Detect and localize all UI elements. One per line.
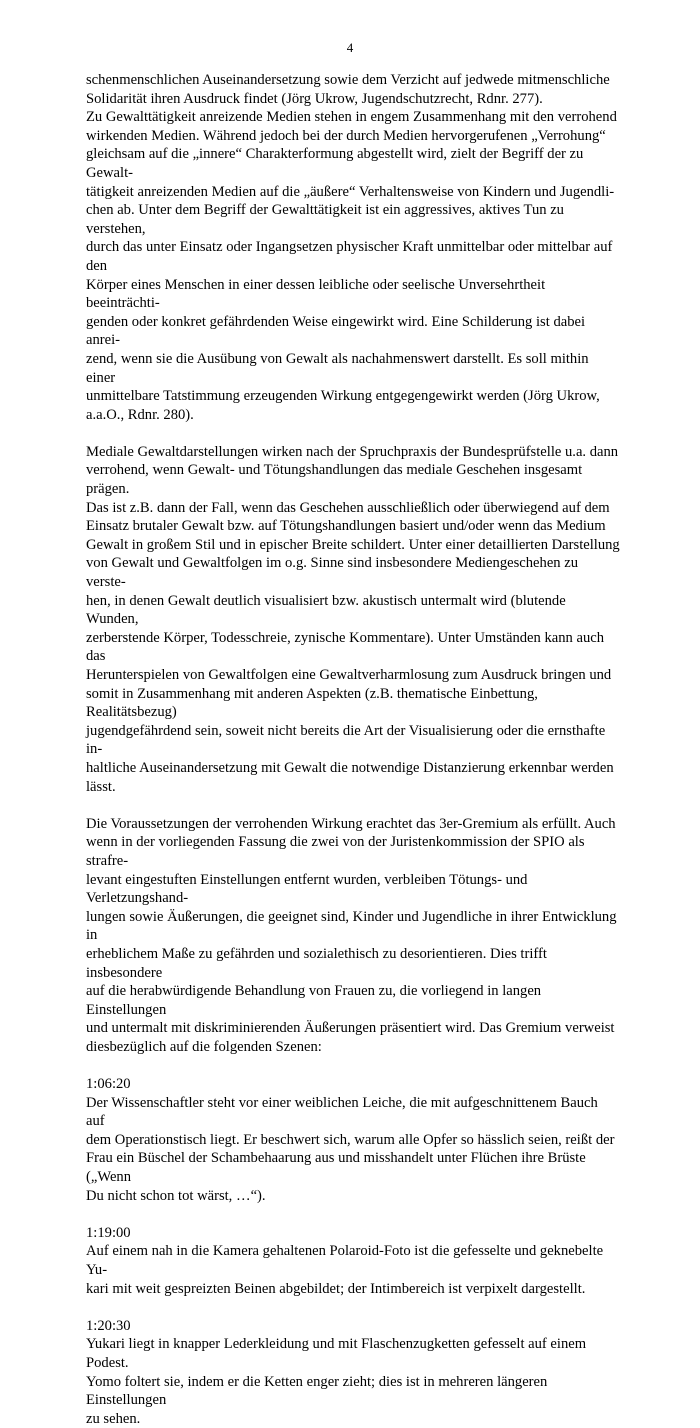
text-line: Frau ein Büschel der Schambehaarung aus und misshandelt unter Flüchen ihre Brüste („Wenn — [86, 1150, 586, 1186]
text-line: Herunterspielen von Gewaltfolgen eine Gewaltverharmlosung zum Ausdruck bringen und — [86, 667, 612, 683]
text-line: Du nicht schon tot wärst, …“). — [86, 1187, 266, 1204]
paragraph-jugendschutz — [86, 71, 620, 424]
text-line: genden oder konkret gefährdenden Weise eingewirkt wird. Eine Schilderung ist dabei anrei- — [86, 313, 586, 349]
text-line: levant eingestuften Einstellungen entfernt wurden, verbleiben Tötungs- und Verletzungshand- — [86, 871, 528, 907]
paragraph-mediale-gewalt — [86, 443, 620, 796]
text-line: Yukari liegt in knapper Lederkleidung und mit Flaschenzugketten gefesselt auf einem Podest. — [86, 1336, 587, 1371]
text-line: Yomo foltert sie, indem er die Ketten enger zieht; dies ist in mehreren längeren Einstellungen — [86, 1373, 548, 1409]
text-line: haltliche Auseinandersetzung mit Gewalt die notwendige Distanzierung erkennbar werden — [86, 759, 614, 776]
text-line: jugendgefährdend sein, soweit nicht bereits die Art der Visualisierung oder die ernsthafte in- — [86, 722, 606, 758]
text-line: dem Operationstisch liegt. Er beschwert sich, warum alle Opfer so hässlich seien, reißt der — [86, 1131, 615, 1148]
text-line: Auf einem nah in die Kamera gehaltenen Polaroid-Foto ist die gefesselte und geknebelte Yu- — [86, 1243, 604, 1278]
text-line: a.a.O., Rdnr. 280). — [86, 406, 194, 423]
text-line: auf die herabwürdigende Behandlung von Frauen zu, die vorliegend in langen Einstellungen — [86, 983, 542, 1018]
text-line: wirkenden Medien. Während jedoch bei der durch Medien hervorgerufenen „Verrohung“ — [86, 127, 606, 144]
scene-description — [86, 1242, 620, 1298]
page-number: 4 — [346, 40, 354, 55]
text-line: gleichsam auf die „innere“ Charakterformung abgestellt wird, zielt der Begriff der zu Gewalt- — [86, 146, 584, 181]
text-line: lässt. — [86, 778, 116, 795]
text-line: Gewalt in großem Stil und in epischer Breite schildert. Unter einer detaillierten Darstellung — [86, 536, 620, 553]
text-line: hen, in denen Gewalt deutlich visualisiert bzw. akustisch untermalt wird (blutende Wunden, — [86, 592, 566, 628]
text-line: zerberstende Körper, Todesschreie, zynische Kommentare). Unter Umständen kann auch das — [86, 629, 605, 665]
text-line: zu sehen. — [86, 1410, 141, 1427]
text-line: kari mit weit gespreizten Beinen abgebildet; der Intimbereich ist verpixelt dargestellt. — [86, 1280, 586, 1297]
text-line: Zu Gewalttätigkeit anreizende Medien stehen in engem Zusammenhang mit den verrohend — [86, 109, 617, 126]
text-line: somit in Zusammenhang mit anderen Aspekten (z.B. thematische Einbettung, Realitätsbezug) — [86, 685, 538, 721]
text-line: zend, wenn sie die Ausübung von Gewalt als nachahmenswert darstellt. Es soll mithin einer — [86, 350, 589, 386]
text-line: tätigkeit anreizenden Medien auf die „äußere“ Verhaltensweise von Kindern und Jugendli- — [86, 183, 615, 200]
text-line: wenn in der vorliegenden Fassung die zwei von der Juristenkommission der SPIO als strafre- — [86, 834, 585, 869]
text-line: chen ab. Unter dem Begriff der Gewalttätigkeit ist ein aggressives, aktives Tun zu verstehen, — [86, 202, 564, 237]
scene-timestamp: 1:20:30 — [86, 1317, 131, 1334]
text-line: Das ist z.B. dann der Fall, wenn das Geschehen ausschließlich oder überwiegend auf dem — [86, 499, 610, 516]
scene-description — [86, 1094, 620, 1206]
text-line: Einsatz brutaler Gewalt bzw. auf Tötungshandlungen basiert und/oder wenn das Medium — [86, 518, 606, 535]
text-line: erheblichem Maße zu gefährden und sozialethisch zu desorientieren. Dies trifft insbesondere — [86, 945, 547, 981]
text-line: Mediale Gewaltdarstellungen wirken nach der Spruchpraxis der Bundesprüfstelle u.a. dann — [86, 443, 619, 460]
paragraph-voraussetzungen — [86, 815, 620, 1057]
text-line: Körper eines Menschen in einer dessen leibliche oder seelische Unversehrtheit beeinträchti- — [86, 276, 546, 312]
scene-description — [86, 1335, 620, 1428]
text-line: unmittelbare Tatstimmung erzeugenden Wirkung entgegengewirkt werden (Jörg Ukrow, — [86, 388, 600, 405]
text-line: Der Wissenschaftler steht vor einer weiblichen Leiche, die mit aufgeschnittenem Bauch auf — [86, 1094, 598, 1130]
text-line: diesbezüglich auf die folgenden Szenen: — [86, 1038, 322, 1055]
text-line: Solidarität ihren Ausdruck findet (Jörg Ukrow, Jugendschutzrecht, Rdnr. 277). — [86, 90, 543, 107]
scene-timestamp: 1:06:20 — [86, 1076, 131, 1093]
text-line: Die Voraussetzungen der verrohenden Wirkung erachtet das 3er-Gremium als erfüllt. Auch — [86, 815, 616, 832]
scene-timestamp: 1:19:00 — [86, 1224, 131, 1241]
document-body — [86, 71, 620, 1428]
text-line: lungen sowie Äußerungen, die geeignet sind, Kinder und Jugendliche in ihrer Entwicklung in — [86, 908, 617, 944]
text-line: von Gewalt und Gewaltfolgen im o.g. Sinne sind insbesondere Mediengeschehen zu verste- — [86, 555, 579, 591]
text-line: verrohend, wenn Gewalt- und Tötungshandlungen das mediale Geschehen insgesamt prägen. — [86, 462, 583, 498]
text-line: durch das unter Einsatz oder Ingangsetzen physischer Kraft unmittelbar oder mittelbar auf den — [86, 239, 613, 274]
text-line: und untermalt mit diskriminierenden Äußerungen präsentiert wird. Das Gremium verweist — [86, 1020, 615, 1037]
text-line: schenmenschlichen Auseinandersetzung sowie dem Verzicht auf jedwede mitmenschliche — [86, 72, 610, 88]
